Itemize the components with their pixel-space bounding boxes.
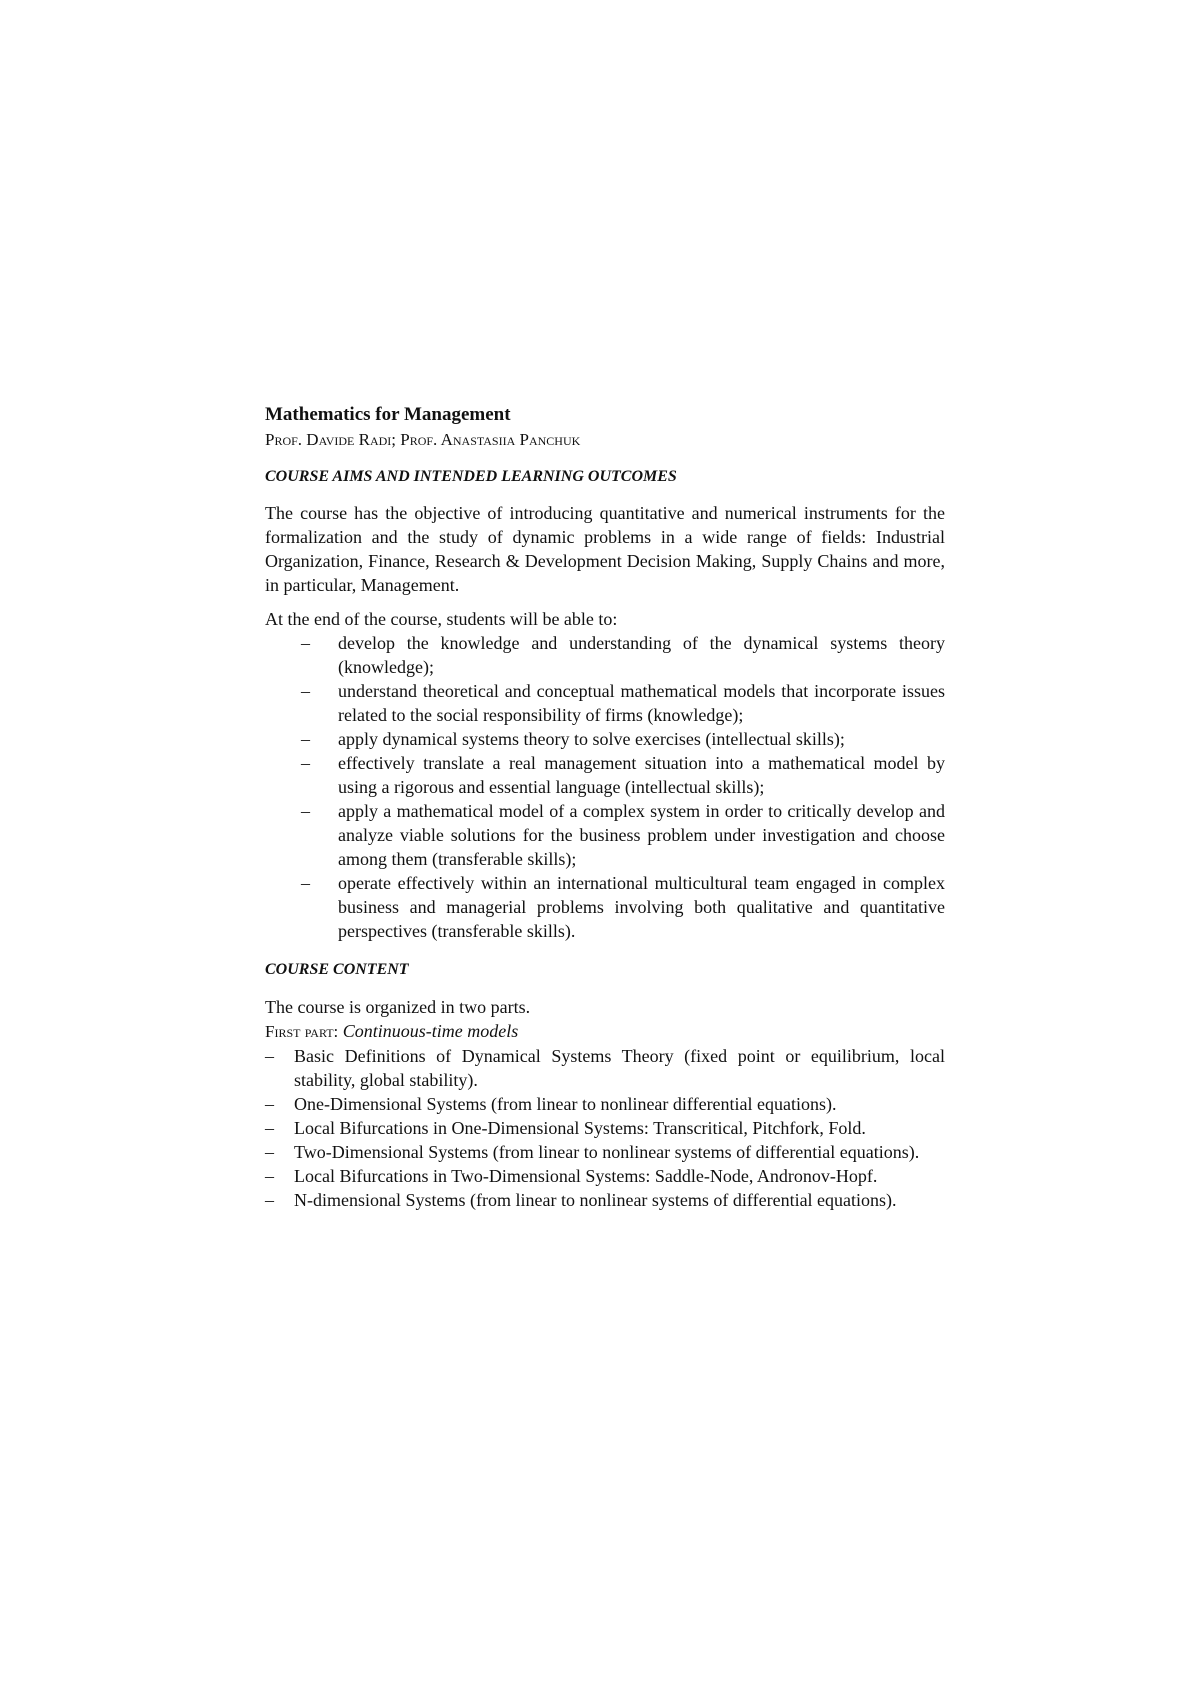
- dash-bullet: –: [301, 633, 310, 653]
- first-part-title: Continuous-time models: [342, 1021, 519, 1041]
- first-part-line: [265, 1019, 945, 1044]
- section-heading-content: COURSE CONTENT: [265, 961, 409, 978]
- list-item: [301, 751, 945, 799]
- first-part-label: First part:: [265, 1022, 339, 1041]
- topic-text: One-Dimensional Systems (from linear to nonlinear differential equations).: [294, 1094, 837, 1114]
- dash-bullet: –: [265, 1142, 274, 1162]
- outcome-text: understand theoretical and conceptual mathematical models that incorporate issues related to the social responsibility of firms (knowledge);: [338, 681, 945, 725]
- course-title: Mathematics for Management: [265, 404, 511, 425]
- dash-bullet: –: [265, 1190, 274, 1210]
- list-item: [265, 1188, 945, 1212]
- aims-intro-paragraph: The course has the objective of introducing quantitative and numerical instruments for the formalization and the study of dynamic problems in a wide range of fields: Industrial Organization, Finance, Research & Development Decision Making, Supply Chains and more, in particular, Management.: [265, 503, 945, 595]
- topic-text: Local Bifurcations in One-Dimensional Systems: Transcritical, Pitchfork, Fold.: [294, 1118, 866, 1138]
- list-item: [265, 1044, 945, 1092]
- list-item: [301, 679, 945, 727]
- dash-bullet: –: [265, 1166, 274, 1186]
- list-item: [265, 1140, 945, 1164]
- list-item: [265, 1116, 945, 1140]
- list-item: [301, 631, 945, 679]
- outcome-text: effectively translate a real management situation into a mathematical model by using a rigorous and essential language (intellectual skills);: [338, 753, 945, 797]
- dash-bullet: –: [301, 801, 310, 821]
- dash-bullet: –: [265, 1118, 274, 1138]
- outcomes-intro: At the end of the course, students will be able to:: [265, 609, 618, 629]
- list-item: [301, 727, 945, 751]
- content-intro: The course is organized in two parts.: [265, 997, 531, 1017]
- list-item: [301, 799, 945, 871]
- dash-bullet: –: [265, 1046, 274, 1066]
- outcome-text: operate effectively within an international multicultural team engaged in complex business and managerial problems involving both qualitative and quantitative perspectives (transferable skills).: [338, 873, 945, 941]
- dash-bullet: –: [301, 753, 310, 773]
- topic-text: Basic Definitions of Dynamical Systems Theory (fixed point or equilibrium, local stability, global stability).: [294, 1046, 945, 1090]
- document-page: [265, 402, 945, 1212]
- list-item: [301, 871, 945, 943]
- outcomes-list: [265, 631, 945, 943]
- topic-text: Two-Dimensional Systems (from linear to nonlinear systems of differential equations).: [294, 1142, 920, 1162]
- dash-bullet: –: [301, 873, 310, 893]
- outcome-text: develop the knowledge and understanding of the dynamical systems theory (knowledge);: [338, 633, 945, 677]
- course-professors: Prof. Davide Radi; Prof. Anastasiia Panchuk: [265, 430, 581, 449]
- dash-bullet: –: [265, 1094, 274, 1114]
- outcome-text: apply a mathematical model of a complex system in order to critically develop and analyze viable solutions for the business problem under investigation and choose among them (transferable skills);: [338, 801, 945, 869]
- dash-bullet: –: [301, 681, 310, 701]
- topics-list: [265, 1044, 945, 1212]
- list-item: [265, 1092, 945, 1116]
- outcome-text: apply dynamical systems theory to solve exercises (intellectual skills);: [338, 729, 845, 749]
- topic-text: N-dimensional Systems (from linear to nonlinear systems of differential equations).: [294, 1190, 897, 1210]
- section-heading-aims: COURSE AIMS AND INTENDED LEARNING OUTCOMES: [265, 468, 677, 485]
- dash-bullet: –: [301, 729, 310, 749]
- topic-text: Local Bifurcations in Two-Dimensional Systems: Saddle-Node, Andronov-Hopf.: [294, 1166, 878, 1186]
- list-item: [265, 1164, 945, 1188]
